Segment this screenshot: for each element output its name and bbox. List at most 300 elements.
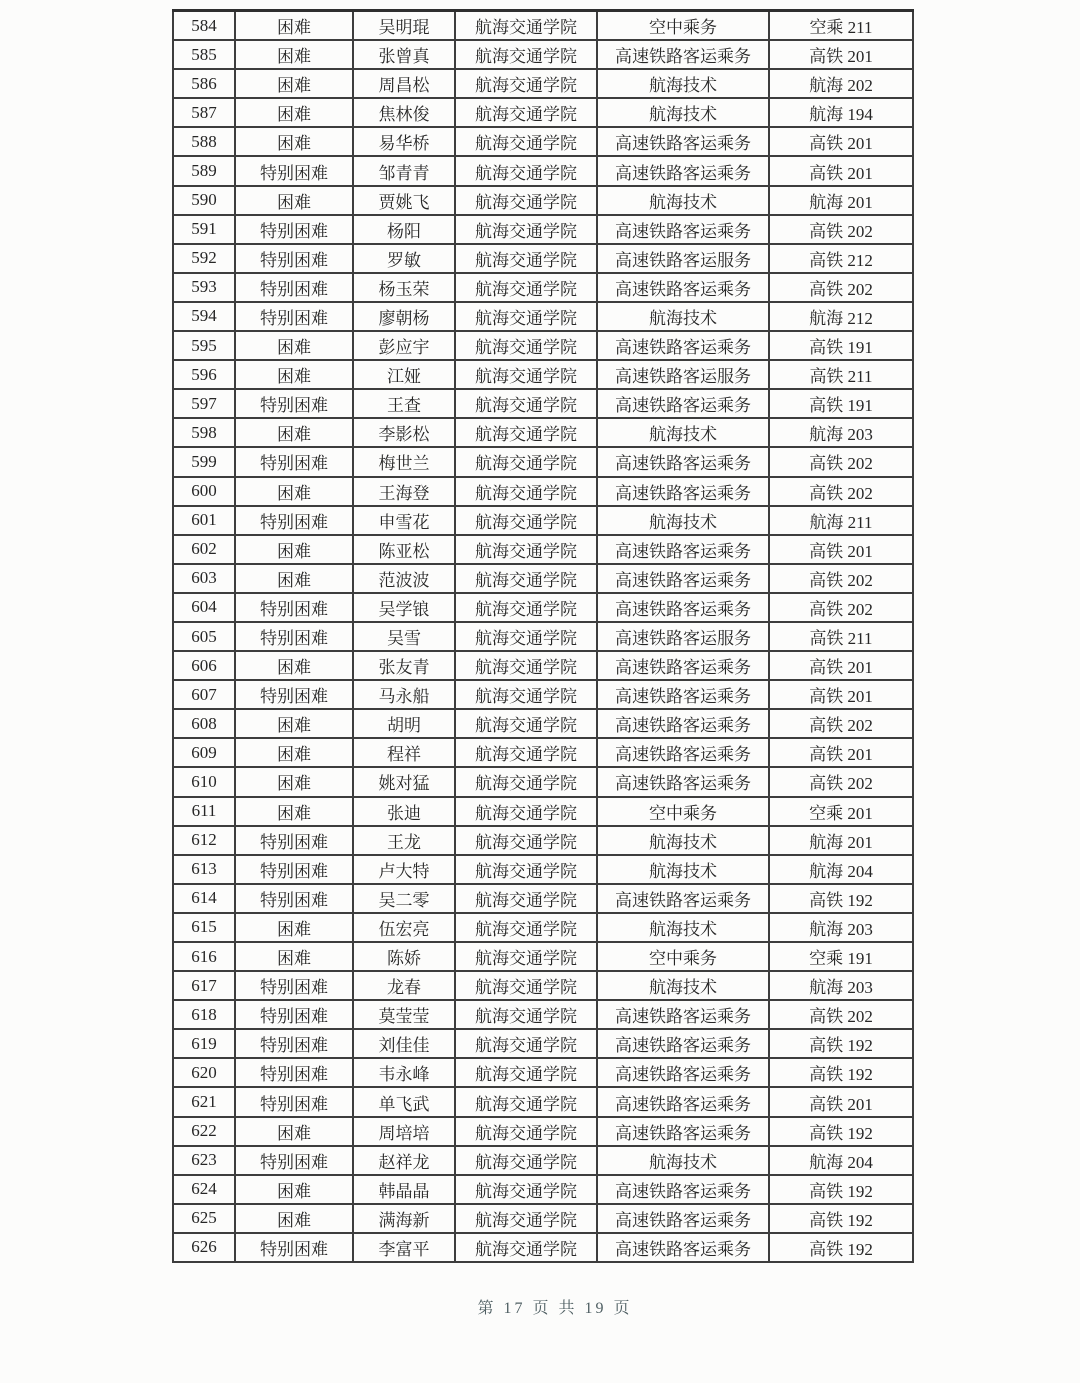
cell-status: 困难 <box>235 360 353 389</box>
cell-class_name: 航海 212 <box>769 302 913 331</box>
cell-name: 赵祥龙 <box>353 1146 455 1175</box>
table-row <box>173 797 913 826</box>
cell-class_name: 高铁 202 <box>769 477 913 506</box>
cell-index: 621 <box>173 1087 235 1116</box>
cell-index: 611 <box>173 797 235 826</box>
cell-status: 特别困难 <box>235 302 353 331</box>
cell-class_name: 高铁 201 <box>769 535 913 564</box>
cell-name: 韦永峰 <box>353 1058 455 1087</box>
cell-class_name: 高铁 201 <box>769 127 913 156</box>
cell-major: 高速铁路客运乘务 <box>597 1087 769 1116</box>
cell-major: 航海技术 <box>597 1146 769 1175</box>
table-row <box>173 418 913 447</box>
cell-major: 高速铁路客运乘务 <box>597 1029 769 1058</box>
cell-college: 航海交通学院 <box>455 1175 597 1204</box>
cell-status: 特别困难 <box>235 273 353 302</box>
table-row <box>173 389 913 418</box>
cell-class_name: 航海 204 <box>769 1146 913 1175</box>
cell-name: 吴二零 <box>353 884 455 913</box>
cell-college: 航海交通学院 <box>455 215 597 244</box>
cell-status: 困难 <box>235 564 353 593</box>
cell-name: 张曾真 <box>353 40 455 69</box>
cell-class_name: 高铁 191 <box>769 331 913 360</box>
cell-index: 586 <box>173 69 235 98</box>
cell-name: 罗敏 <box>353 244 455 273</box>
cell-class_name: 高铁 202 <box>769 215 913 244</box>
cell-status: 特别困难 <box>235 1029 353 1058</box>
cell-index: 603 <box>173 564 235 593</box>
table-row <box>173 244 913 273</box>
table-row <box>173 826 913 855</box>
table-row <box>173 884 913 913</box>
cell-name: 李影松 <box>353 418 455 447</box>
cell-class_name: 高铁 201 <box>769 1087 913 1116</box>
cell-name: 王龙 <box>353 826 455 855</box>
cell-index: 585 <box>173 40 235 69</box>
cell-college: 航海交通学院 <box>455 535 597 564</box>
cell-major: 高速铁路客运乘务 <box>597 535 769 564</box>
cell-major: 高速铁路客运乘务 <box>597 1233 769 1262</box>
cell-index: 597 <box>173 389 235 418</box>
cell-class_name: 空乘 191 <box>769 942 913 971</box>
cell-class_name: 高铁 202 <box>769 767 913 796</box>
cell-class_name: 高铁 202 <box>769 564 913 593</box>
table-row <box>173 186 913 215</box>
cell-class_name: 航海 202 <box>769 69 913 98</box>
cell-college: 航海交通学院 <box>455 331 597 360</box>
cell-major: 空中乘务 <box>597 11 769 41</box>
cell-class_name: 空乘 211 <box>769 11 913 41</box>
cell-class_name: 高铁 211 <box>769 622 913 651</box>
cell-class_name: 高铁 201 <box>769 738 913 767</box>
cell-college: 航海交通学院 <box>455 1117 597 1146</box>
cell-status: 困难 <box>235 98 353 127</box>
table-row <box>173 1204 913 1233</box>
table-row <box>173 447 913 476</box>
cell-major: 航海技术 <box>597 302 769 331</box>
cell-name: 张迪 <box>353 797 455 826</box>
cell-major: 高速铁路客运乘务 <box>597 127 769 156</box>
table-row <box>173 69 913 98</box>
cell-major: 高速铁路客运乘务 <box>597 680 769 709</box>
cell-college: 航海交通学院 <box>455 797 597 826</box>
cell-status: 困难 <box>235 767 353 796</box>
cell-college: 航海交通学院 <box>455 826 597 855</box>
cell-class_name: 航海 201 <box>769 826 913 855</box>
cell-major: 高速铁路客运乘务 <box>597 884 769 913</box>
cell-college: 航海交通学院 <box>455 738 597 767</box>
cell-index: 613 <box>173 855 235 884</box>
cell-class_name: 航海 204 <box>769 855 913 884</box>
table-row <box>173 1000 913 1029</box>
cell-name: 廖朝杨 <box>353 302 455 331</box>
cell-class_name: 高铁 212 <box>769 244 913 273</box>
table-row <box>173 127 913 156</box>
cell-status: 困难 <box>235 40 353 69</box>
table-row <box>173 535 913 564</box>
cell-major: 高速铁路客运乘务 <box>597 331 769 360</box>
cell-status: 困难 <box>235 331 353 360</box>
cell-major: 高速铁路客运乘务 <box>597 593 769 622</box>
cell-status: 困难 <box>235 738 353 767</box>
cell-status: 特别困难 <box>235 971 353 1000</box>
table-row <box>173 913 913 942</box>
cell-name: 邹青青 <box>353 156 455 185</box>
cell-college: 航海交通学院 <box>455 40 597 69</box>
cell-class_name: 空乘 201 <box>769 797 913 826</box>
cell-name: 卢大特 <box>353 855 455 884</box>
cell-class_name: 高铁 192 <box>769 1204 913 1233</box>
cell-college: 航海交通学院 <box>455 1233 597 1262</box>
cell-college: 航海交通学院 <box>455 98 597 127</box>
cell-college: 航海交通学院 <box>455 244 597 273</box>
cell-major: 航海技术 <box>597 826 769 855</box>
cell-class_name: 航海 203 <box>769 913 913 942</box>
cell-class_name: 高铁 202 <box>769 1000 913 1029</box>
table-row <box>173 1233 913 1262</box>
cell-index: 592 <box>173 244 235 273</box>
cell-class_name: 航海 201 <box>769 186 913 215</box>
cell-status: 特别困难 <box>235 826 353 855</box>
table-body <box>173 11 913 1263</box>
cell-class_name: 高铁 192 <box>769 1175 913 1204</box>
cell-index: 604 <box>173 593 235 622</box>
cell-class_name: 高铁 201 <box>769 40 913 69</box>
cell-class_name: 高铁 191 <box>769 389 913 418</box>
cell-name: 程祥 <box>353 738 455 767</box>
cell-status: 困难 <box>235 535 353 564</box>
table-row <box>173 156 913 185</box>
cell-index: 616 <box>173 942 235 971</box>
cell-college: 航海交通学院 <box>455 418 597 447</box>
cell-major: 高速铁路客运乘务 <box>597 477 769 506</box>
cell-name: 吴雪 <box>353 622 455 651</box>
cell-name: 陈娇 <box>353 942 455 971</box>
cell-name: 吴明琨 <box>353 11 455 41</box>
cell-index: 617 <box>173 971 235 1000</box>
cell-index: 610 <box>173 767 235 796</box>
cell-name: 杨玉荣 <box>353 273 455 302</box>
table-row <box>173 1117 913 1146</box>
cell-major: 航海技术 <box>597 186 769 215</box>
table-row <box>173 709 913 738</box>
cell-index: 622 <box>173 1117 235 1146</box>
cell-major: 高速铁路客运乘务 <box>597 1000 769 1029</box>
cell-major: 航海技术 <box>597 971 769 1000</box>
cell-major: 航海技术 <box>597 418 769 447</box>
cell-college: 航海交通学院 <box>455 651 597 680</box>
cell-class_name: 高铁 202 <box>769 273 913 302</box>
cell-name: 周培培 <box>353 1117 455 1146</box>
cell-status: 困难 <box>235 1117 353 1146</box>
table-row <box>173 971 913 1000</box>
cell-college: 航海交通学院 <box>455 622 597 651</box>
cell-major: 航海技术 <box>597 98 769 127</box>
cell-status: 困难 <box>235 418 353 447</box>
page-number-footer: 第 17 页 共 19 页 <box>477 1300 633 1317</box>
cell-status: 困难 <box>235 127 353 156</box>
cell-major: 空中乘务 <box>597 797 769 826</box>
cell-major: 高速铁路客运服务 <box>597 244 769 273</box>
cell-name: 伍宏亮 <box>353 913 455 942</box>
table-row <box>173 593 913 622</box>
cell-major: 高速铁路客运乘务 <box>597 767 769 796</box>
cell-status: 特别困难 <box>235 622 353 651</box>
cell-name: 周昌松 <box>353 69 455 98</box>
cell-major: 高速铁路客运乘务 <box>597 40 769 69</box>
cell-index: 589 <box>173 156 235 185</box>
cell-name: 莫莹莹 <box>353 1000 455 1029</box>
cell-college: 航海交通学院 <box>455 186 597 215</box>
cell-name: 王海登 <box>353 477 455 506</box>
cell-status: 特别困难 <box>235 1000 353 1029</box>
cell-name: 单飞武 <box>353 1087 455 1116</box>
cell-college: 航海交通学院 <box>455 1029 597 1058</box>
cell-index: 595 <box>173 331 235 360</box>
cell-name: 马永船 <box>353 680 455 709</box>
cell-college: 航海交通学院 <box>455 389 597 418</box>
cell-status: 特别困难 <box>235 447 353 476</box>
table-row <box>173 564 913 593</box>
cell-name: 胡明 <box>353 709 455 738</box>
cell-college: 航海交通学院 <box>455 69 597 98</box>
cell-name: 李富平 <box>353 1233 455 1262</box>
cell-status: 困难 <box>235 651 353 680</box>
cell-college: 航海交通学院 <box>455 593 597 622</box>
cell-name: 彭应宇 <box>353 331 455 360</box>
cell-college: 航海交通学院 <box>455 971 597 1000</box>
cell-index: 606 <box>173 651 235 680</box>
cell-index: 599 <box>173 447 235 476</box>
cell-index: 593 <box>173 273 235 302</box>
cell-index: 608 <box>173 709 235 738</box>
cell-status: 特别困难 <box>235 884 353 913</box>
cell-college: 航海交通学院 <box>455 942 597 971</box>
cell-class_name: 高铁 192 <box>769 884 913 913</box>
cell-status: 特别困难 <box>235 1146 353 1175</box>
cell-index: 584 <box>173 11 235 41</box>
cell-index: 619 <box>173 1029 235 1058</box>
cell-college: 航海交通学院 <box>455 680 597 709</box>
cell-college: 航海交通学院 <box>455 156 597 185</box>
table-row <box>173 651 913 680</box>
cell-status: 困难 <box>235 1204 353 1233</box>
cell-index: 605 <box>173 622 235 651</box>
cell-index: 607 <box>173 680 235 709</box>
cell-major: 航海技术 <box>597 855 769 884</box>
cell-status: 特别困难 <box>235 244 353 273</box>
table-row <box>173 1146 913 1175</box>
cell-status: 特别困难 <box>235 1087 353 1116</box>
cell-name: 范波波 <box>353 564 455 593</box>
cell-index: 598 <box>173 418 235 447</box>
cell-major: 高速铁路客运乘务 <box>597 1204 769 1233</box>
student-aid-table <box>172 9 914 1263</box>
cell-index: 596 <box>173 360 235 389</box>
table-row <box>173 40 913 69</box>
table-row <box>173 331 913 360</box>
cell-index: 615 <box>173 913 235 942</box>
cell-major: 航海技术 <box>597 506 769 535</box>
cell-college: 航海交通学院 <box>455 1204 597 1233</box>
cell-college: 航海交通学院 <box>455 360 597 389</box>
cell-major: 高速铁路客运乘务 <box>597 564 769 593</box>
cell-status: 困难 <box>235 797 353 826</box>
cell-major: 高速铁路客运乘务 <box>597 651 769 680</box>
cell-index: 594 <box>173 302 235 331</box>
cell-status: 特别困难 <box>235 506 353 535</box>
table-row <box>173 302 913 331</box>
cell-major: 高速铁路客运乘务 <box>597 1117 769 1146</box>
cell-index: 624 <box>173 1175 235 1204</box>
cell-college: 航海交通学院 <box>455 709 597 738</box>
cell-status: 困难 <box>235 477 353 506</box>
table-row <box>173 477 913 506</box>
cell-index: 618 <box>173 1000 235 1029</box>
cell-name: 杨阳 <box>353 215 455 244</box>
table-row <box>173 98 913 127</box>
cell-major: 高速铁路客运乘务 <box>597 389 769 418</box>
table-row <box>173 1087 913 1116</box>
cell-major: 高速铁路客运乘务 <box>597 1058 769 1087</box>
cell-college: 航海交通学院 <box>455 1058 597 1087</box>
cell-college: 航海交通学院 <box>455 127 597 156</box>
cell-index: 591 <box>173 215 235 244</box>
cell-index: 587 <box>173 98 235 127</box>
cell-index: 620 <box>173 1058 235 1087</box>
cell-index: 601 <box>173 506 235 535</box>
cell-college: 航海交通学院 <box>455 273 597 302</box>
cell-major: 航海技术 <box>597 913 769 942</box>
cell-status: 困难 <box>235 913 353 942</box>
cell-status: 困难 <box>235 69 353 98</box>
cell-college: 航海交通学院 <box>455 477 597 506</box>
cell-status: 特别困难 <box>235 389 353 418</box>
cell-class_name: 高铁 202 <box>769 593 913 622</box>
table-row <box>173 360 913 389</box>
cell-class_name: 高铁 201 <box>769 680 913 709</box>
cell-college: 航海交通学院 <box>455 564 597 593</box>
cell-name: 王查 <box>353 389 455 418</box>
cell-name: 龙春 <box>353 971 455 1000</box>
cell-status: 困难 <box>235 1175 353 1204</box>
cell-index: 623 <box>173 1146 235 1175</box>
cell-class_name: 航海 203 <box>769 418 913 447</box>
cell-class_name: 高铁 192 <box>769 1233 913 1262</box>
cell-class_name: 高铁 201 <box>769 156 913 185</box>
cell-status: 困难 <box>235 942 353 971</box>
cell-class_name: 高铁 192 <box>769 1029 913 1058</box>
cell-status: 特别困难 <box>235 855 353 884</box>
cell-major: 高速铁路客运乘务 <box>597 447 769 476</box>
cell-status: 困难 <box>235 11 353 41</box>
cell-status: 困难 <box>235 186 353 215</box>
cell-college: 航海交通学院 <box>455 913 597 942</box>
cell-major: 高速铁路客运服务 <box>597 622 769 651</box>
cell-class_name: 高铁 202 <box>769 709 913 738</box>
cell-name: 满海新 <box>353 1204 455 1233</box>
cell-major: 高速铁路客运乘务 <box>597 215 769 244</box>
cell-major: 高速铁路客运乘务 <box>597 709 769 738</box>
cell-college: 航海交通学院 <box>455 1000 597 1029</box>
table-row <box>173 1029 913 1058</box>
cell-status: 特别困难 <box>235 680 353 709</box>
table-row <box>173 11 913 41</box>
cell-college: 航海交通学院 <box>455 1087 597 1116</box>
cell-class_name: 航海 211 <box>769 506 913 535</box>
table-row <box>173 855 913 884</box>
cell-class_name: 高铁 201 <box>769 651 913 680</box>
cell-index: 600 <box>173 477 235 506</box>
cell-status: 特别困难 <box>235 156 353 185</box>
cell-college: 航海交通学院 <box>455 1146 597 1175</box>
cell-major: 高速铁路客运服务 <box>597 360 769 389</box>
cell-name: 刘佳佳 <box>353 1029 455 1058</box>
cell-name: 姚对猛 <box>353 767 455 796</box>
cell-college: 航海交通学院 <box>455 302 597 331</box>
cell-index: 602 <box>173 535 235 564</box>
table-row <box>173 942 913 971</box>
cell-class_name: 航海 194 <box>769 98 913 127</box>
cell-name: 张友青 <box>353 651 455 680</box>
cell-major: 高速铁路客运乘务 <box>597 738 769 767</box>
cell-index: 612 <box>173 826 235 855</box>
cell-class_name: 高铁 211 <box>769 360 913 389</box>
cell-class_name: 航海 203 <box>769 971 913 1000</box>
cell-college: 航海交通学院 <box>455 447 597 476</box>
cell-class_name: 高铁 202 <box>769 447 913 476</box>
table-row <box>173 273 913 302</box>
cell-index: 588 <box>173 127 235 156</box>
cell-college: 航海交通学院 <box>455 767 597 796</box>
cell-name: 江娅 <box>353 360 455 389</box>
table-row <box>173 680 913 709</box>
cell-index: 626 <box>173 1233 235 1262</box>
cell-index: 614 <box>173 884 235 913</box>
cell-index: 625 <box>173 1204 235 1233</box>
cell-name: 易华桥 <box>353 127 455 156</box>
cell-name: 梅世兰 <box>353 447 455 476</box>
cell-college: 航海交通学院 <box>455 855 597 884</box>
cell-name: 陈亚松 <box>353 535 455 564</box>
table-row <box>173 1175 913 1204</box>
cell-major: 高速铁路客运乘务 <box>597 1175 769 1204</box>
cell-major: 航海技术 <box>597 69 769 98</box>
cell-college: 航海交通学院 <box>455 506 597 535</box>
cell-college: 航海交通学院 <box>455 11 597 41</box>
table-row <box>173 215 913 244</box>
cell-class_name: 高铁 192 <box>769 1117 913 1146</box>
cell-major: 高速铁路客运乘务 <box>597 273 769 302</box>
cell-name: 韩晶晶 <box>353 1175 455 1204</box>
table-row <box>173 738 913 767</box>
cell-college: 航海交通学院 <box>455 884 597 913</box>
cell-status: 特别困难 <box>235 1058 353 1087</box>
table-row <box>173 506 913 535</box>
cell-status: 特别困难 <box>235 593 353 622</box>
cell-class_name: 高铁 192 <box>769 1058 913 1087</box>
cell-index: 609 <box>173 738 235 767</box>
cell-name: 申雪花 <box>353 506 455 535</box>
cell-status: 特别困难 <box>235 1233 353 1262</box>
cell-major: 空中乘务 <box>597 942 769 971</box>
cell-status: 困难 <box>235 709 353 738</box>
table-row <box>173 622 913 651</box>
cell-name: 焦林俊 <box>353 98 455 127</box>
table-row <box>173 1058 913 1087</box>
cell-major: 高速铁路客运乘务 <box>597 156 769 185</box>
cell-status: 特别困难 <box>235 215 353 244</box>
